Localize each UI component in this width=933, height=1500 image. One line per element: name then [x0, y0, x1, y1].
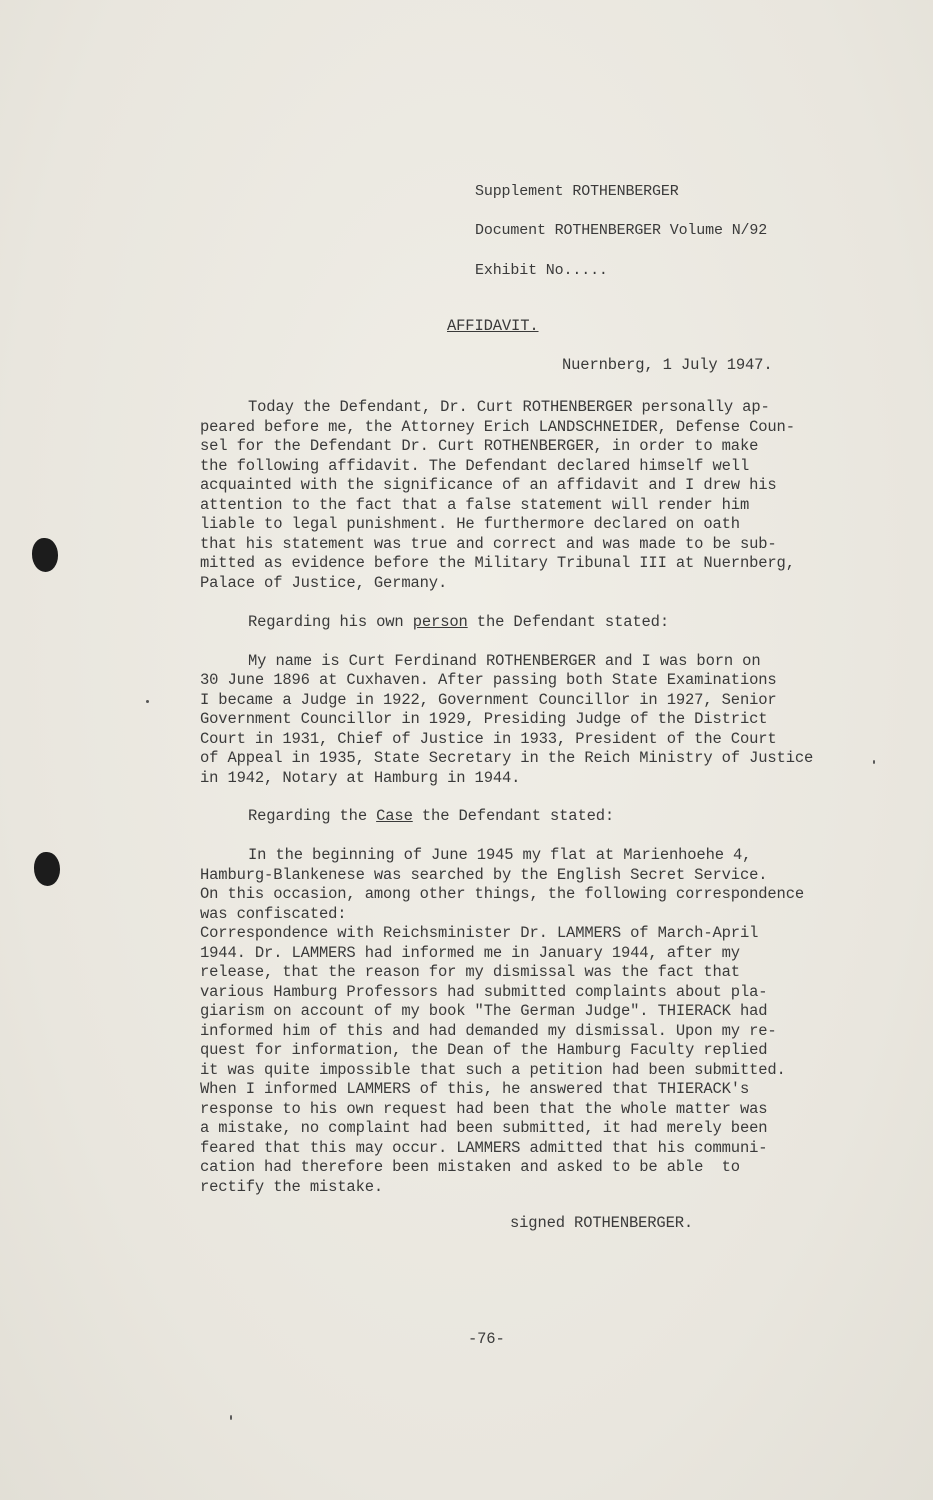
document-title: AFFIDAVIT. [447, 317, 539, 335]
heading-suffix: the Defendant stated: [467, 613, 669, 631]
text-line: response to his own request had been that the whole matter was [200, 1100, 768, 1118]
text-line: various Hamburg Professors had submitted complaints about pla- [200, 983, 768, 1001]
text-line: Today the Defendant, Dr. Curt ROTHENBERGER personally ap- [248, 398, 770, 416]
text-line: feared that this may occur. LAMMERS admitted that his communi- [200, 1139, 768, 1157]
text-line: release, that the reason for my dismissal was the fact that [200, 963, 740, 981]
section-heading-person [248, 613, 669, 632]
paper-speck [230, 1415, 232, 1420]
punch-hole [34, 852, 60, 886]
heading-prefix: Regarding the [248, 807, 377, 825]
text-line: acquainted with the significance of an affidavit and I drew his [200, 476, 777, 494]
text-line: giarism on account of my book "The German Judge". THIERACK had [200, 1002, 768, 1020]
text-line: mitted as evidence before the Military Tribunal III at Nuernberg, [200, 554, 795, 572]
text-line: of Appeal in 1935, State Secretary in the Reich Ministry of Justice [200, 749, 814, 767]
text-line: quest for information, the Dean of the Hamburg Faculty replied [200, 1041, 768, 1059]
signature-line: signed ROTHENBERGER. [510, 1214, 694, 1232]
punch-hole [32, 538, 58, 572]
paper-speck [873, 760, 875, 764]
heading-underlined-word: person [412, 613, 468, 631]
exhibit-number: Exhibit No..... [475, 262, 608, 279]
text-line: the following affidavit. The Defendant declared himself well [200, 457, 750, 475]
text-line: Palace of Justice, Germany. [200, 574, 448, 592]
text-line: Court in 1931, Chief of Justice in 1933, President of the Court [200, 730, 777, 748]
text-line: that his statement was true and correct and was made to be sub- [200, 535, 777, 553]
text-line: in 1942, Notary at Hamburg in 1944. [200, 769, 521, 787]
text-line: When I informed LAMMERS of this, he answered that THIERACK's [200, 1080, 750, 1098]
text-line: rectify the mistake. [200, 1178, 384, 1196]
text-line: In the beginning of June 1945 my flat at Marienhoehe 4, [248, 846, 752, 864]
heading-prefix: Regarding his own [248, 613, 413, 631]
supplement-label: Supplement ROTHENBERGER [475, 183, 679, 200]
text-line: Correspondence with Reichsminister Dr. LAMMERS of March-April [200, 924, 759, 942]
page-number: -76- [468, 1330, 505, 1348]
text-line: 1944. Dr. LAMMERS had informed me in January 1944, after my [200, 944, 740, 962]
paper-speck [146, 700, 149, 703]
text-line: My name is Curt Ferdinand ROTHENBERGER and I was born on [248, 652, 761, 670]
place-date: Nuernberg, 1 July 1947. [562, 356, 773, 374]
text-line: informed him of this and had demanded my dismissal. Upon my re- [200, 1022, 777, 1040]
heading-underlined-word: Case [376, 807, 413, 825]
text-line: 30 June 1896 at Cuxhaven. After passing both State Examinations [200, 671, 777, 689]
text-line: On this occasion, among other things, the following correspondence [200, 885, 805, 903]
text-line: I became a Judge in 1922, Government Councillor in 1927, Senior [200, 691, 777, 709]
text-line: Hamburg-Blankenese was searched by the English Secret Service. [200, 866, 768, 884]
text-line: peared before me, the Attorney Erich LANDSCHNEIDER, Defense Coun- [200, 418, 795, 436]
text-line: Government Councillor in 1929, Presiding Judge of the District [200, 710, 768, 728]
text-line: attention to the fact that a false statement will render him [200, 496, 750, 514]
text-line: cation had therefore been mistaken and asked to be able to [200, 1158, 740, 1176]
text-line: it was quite impossible that such a petition had been submitted. [200, 1061, 786, 1079]
text-line: liable to legal punishment. He furthermore declared on oath [200, 515, 740, 533]
text-line: sel for the Defendant Dr. Curt ROTHENBERGER, in order to make [200, 437, 759, 455]
heading-suffix: the Defendant stated: [412, 807, 615, 825]
text-line: was confiscated: [200, 905, 347, 923]
section-heading-case [248, 807, 614, 826]
document-reference: Document ROTHENBERGER Volume N/92 [475, 222, 768, 239]
text-line: a mistake, no complaint had been submitted, it had merely been [200, 1119, 768, 1137]
